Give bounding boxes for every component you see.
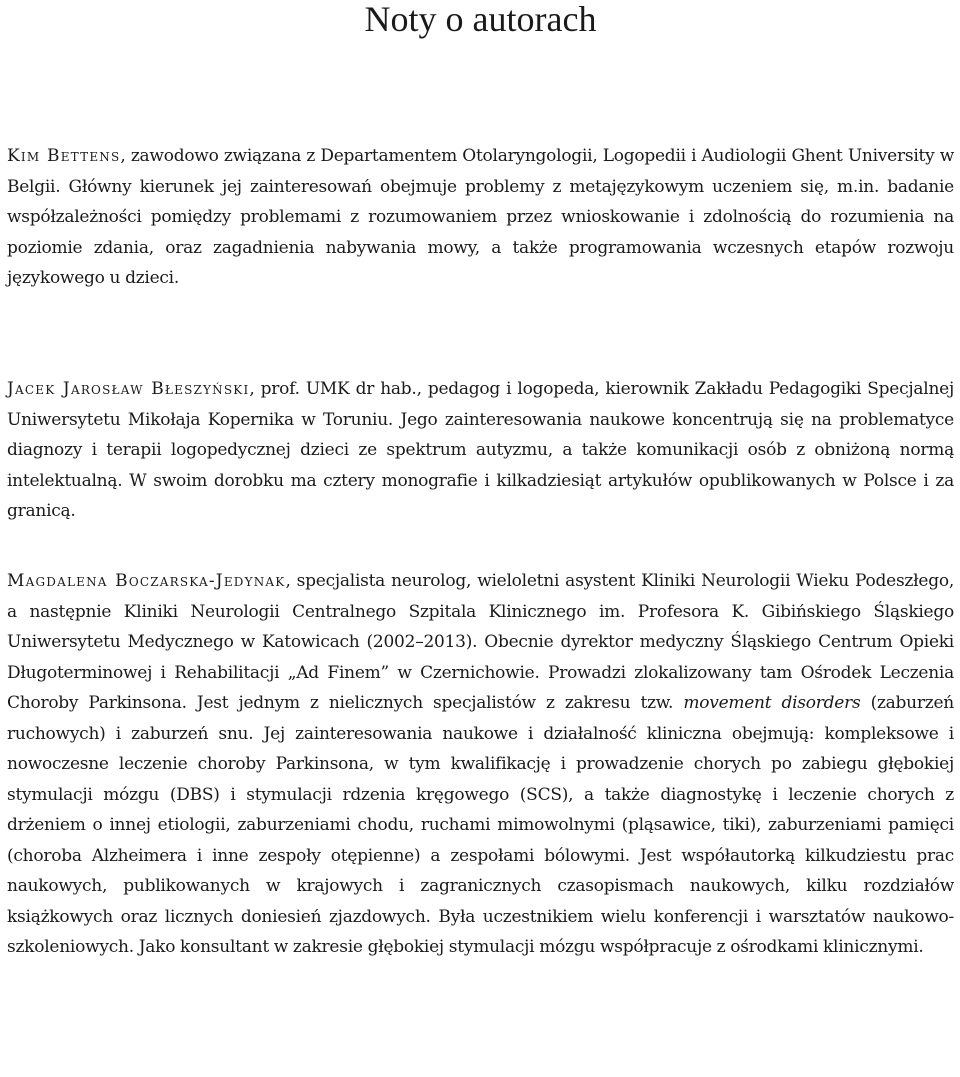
author-bio-continued: (zaburzeń ruchowych) i zaburzeń snu. Jej zainteresowania naukowe i działalność kliniczna obejmują: kompleksowe i nowoczesne leczenie choroby Parkinsona, w tym kwalifikację i prowadzenie chorych po zabiegu głębokiej stymulacji mózgu (DBS) i stymulacji rdzenia kręgowego (SCS), a także diagnostykę i leczenie chorych z drżeniem o innej etiologii, zaburzeniami chodu, ruchami mimowolnymi (pląsawice, tiki), zaburzeniami pamięci (choroba Alzheimera i inne zespoły otępienne) a zespołami bólowymi. Jest współautorką kilkudziestu prac naukowych, publikowanych w krajowych i zagranicznych czasopismach naukowych, kilku rozdziałów książkowych oraz licznych doniesień zjazdowych. Była uczestnikiem wielu konferencji i warsztatów naukowo-szkoleniowych. Jako konsultant w zakresie głębokiej stymulacji mózgu współpracuje z ośrodkami klinicznymi. bbox=[7, 693, 954, 957]
author-name: Kim Bettens bbox=[7, 146, 121, 166]
author-bio-italic-term: movement disorders bbox=[683, 693, 861, 713]
author-name: Jacek Jarosław Błeszyński bbox=[7, 379, 250, 399]
author-bio: , prof. UMK dr hab., pedagog i logopeda, kierownik Zakładu Pedagogiki Specjalnej Uniwersytetu Mikołaja Kopernika w Toruniu. Jego zainteresowania naukowe koncentrują się na problematyce diagnozy i terapii logopedycznej dzieci ze spektrum autyzmu, a także komunikacji osób z obniżoną normą intelektualną. W swoim dorobku ma cztery monografie i kilkadziesiąt artykułów opublikowanych w Polsce i za granicą. bbox=[7, 379, 954, 521]
page-title: Noty o autorach bbox=[364, 0, 597, 39]
author-note bbox=[7, 566, 954, 963]
author-name: Magdalena Boczarska-Jedynak bbox=[7, 571, 286, 591]
author-bio: , zawodowo związana z Departamentem Otolaryngologii, Logopedii i Audiologii Ghent University w Belgii. Główny kierunek jej zainteresowań obejmuje problemy z metajęzykowym uczeniem się, m.in. badanie współzależności pomiędzy problemami z rozumowaniem przez wnioskowanie i zdolnością do rozumienia na poziomie zdania, oraz zagadnienia nabywania mowy, a także programowania wczesnych etapów rozwoju językowego u dzieci. bbox=[7, 146, 954, 288]
document-page bbox=[7, 0, 954, 957]
author-note bbox=[7, 141, 954, 294]
author-note bbox=[7, 374, 954, 527]
author-bio: , specjalista neurolog, wieloletni asystent Kliniki Neurologii Wieku Podeszłego, a następnie Kliniki Neurologii Centralnego Szpitala Klinicznego im. Profesora K. Gibińskiego Śląskiego Uniwersytetu Medycznego w Katowicach (2002–2013). Obecnie dyrektor medyczny Śląskiego Centrum Opieki Długoterminowej i Rehabilitacji „Ad Finem” w Czernichowie. Prowadzi zlokalizowany tam Ośrodek Leczenia Choroby Parkinsona. Jest jednym z nielicznych specjalistów z zakresu tzw. bbox=[7, 571, 954, 713]
